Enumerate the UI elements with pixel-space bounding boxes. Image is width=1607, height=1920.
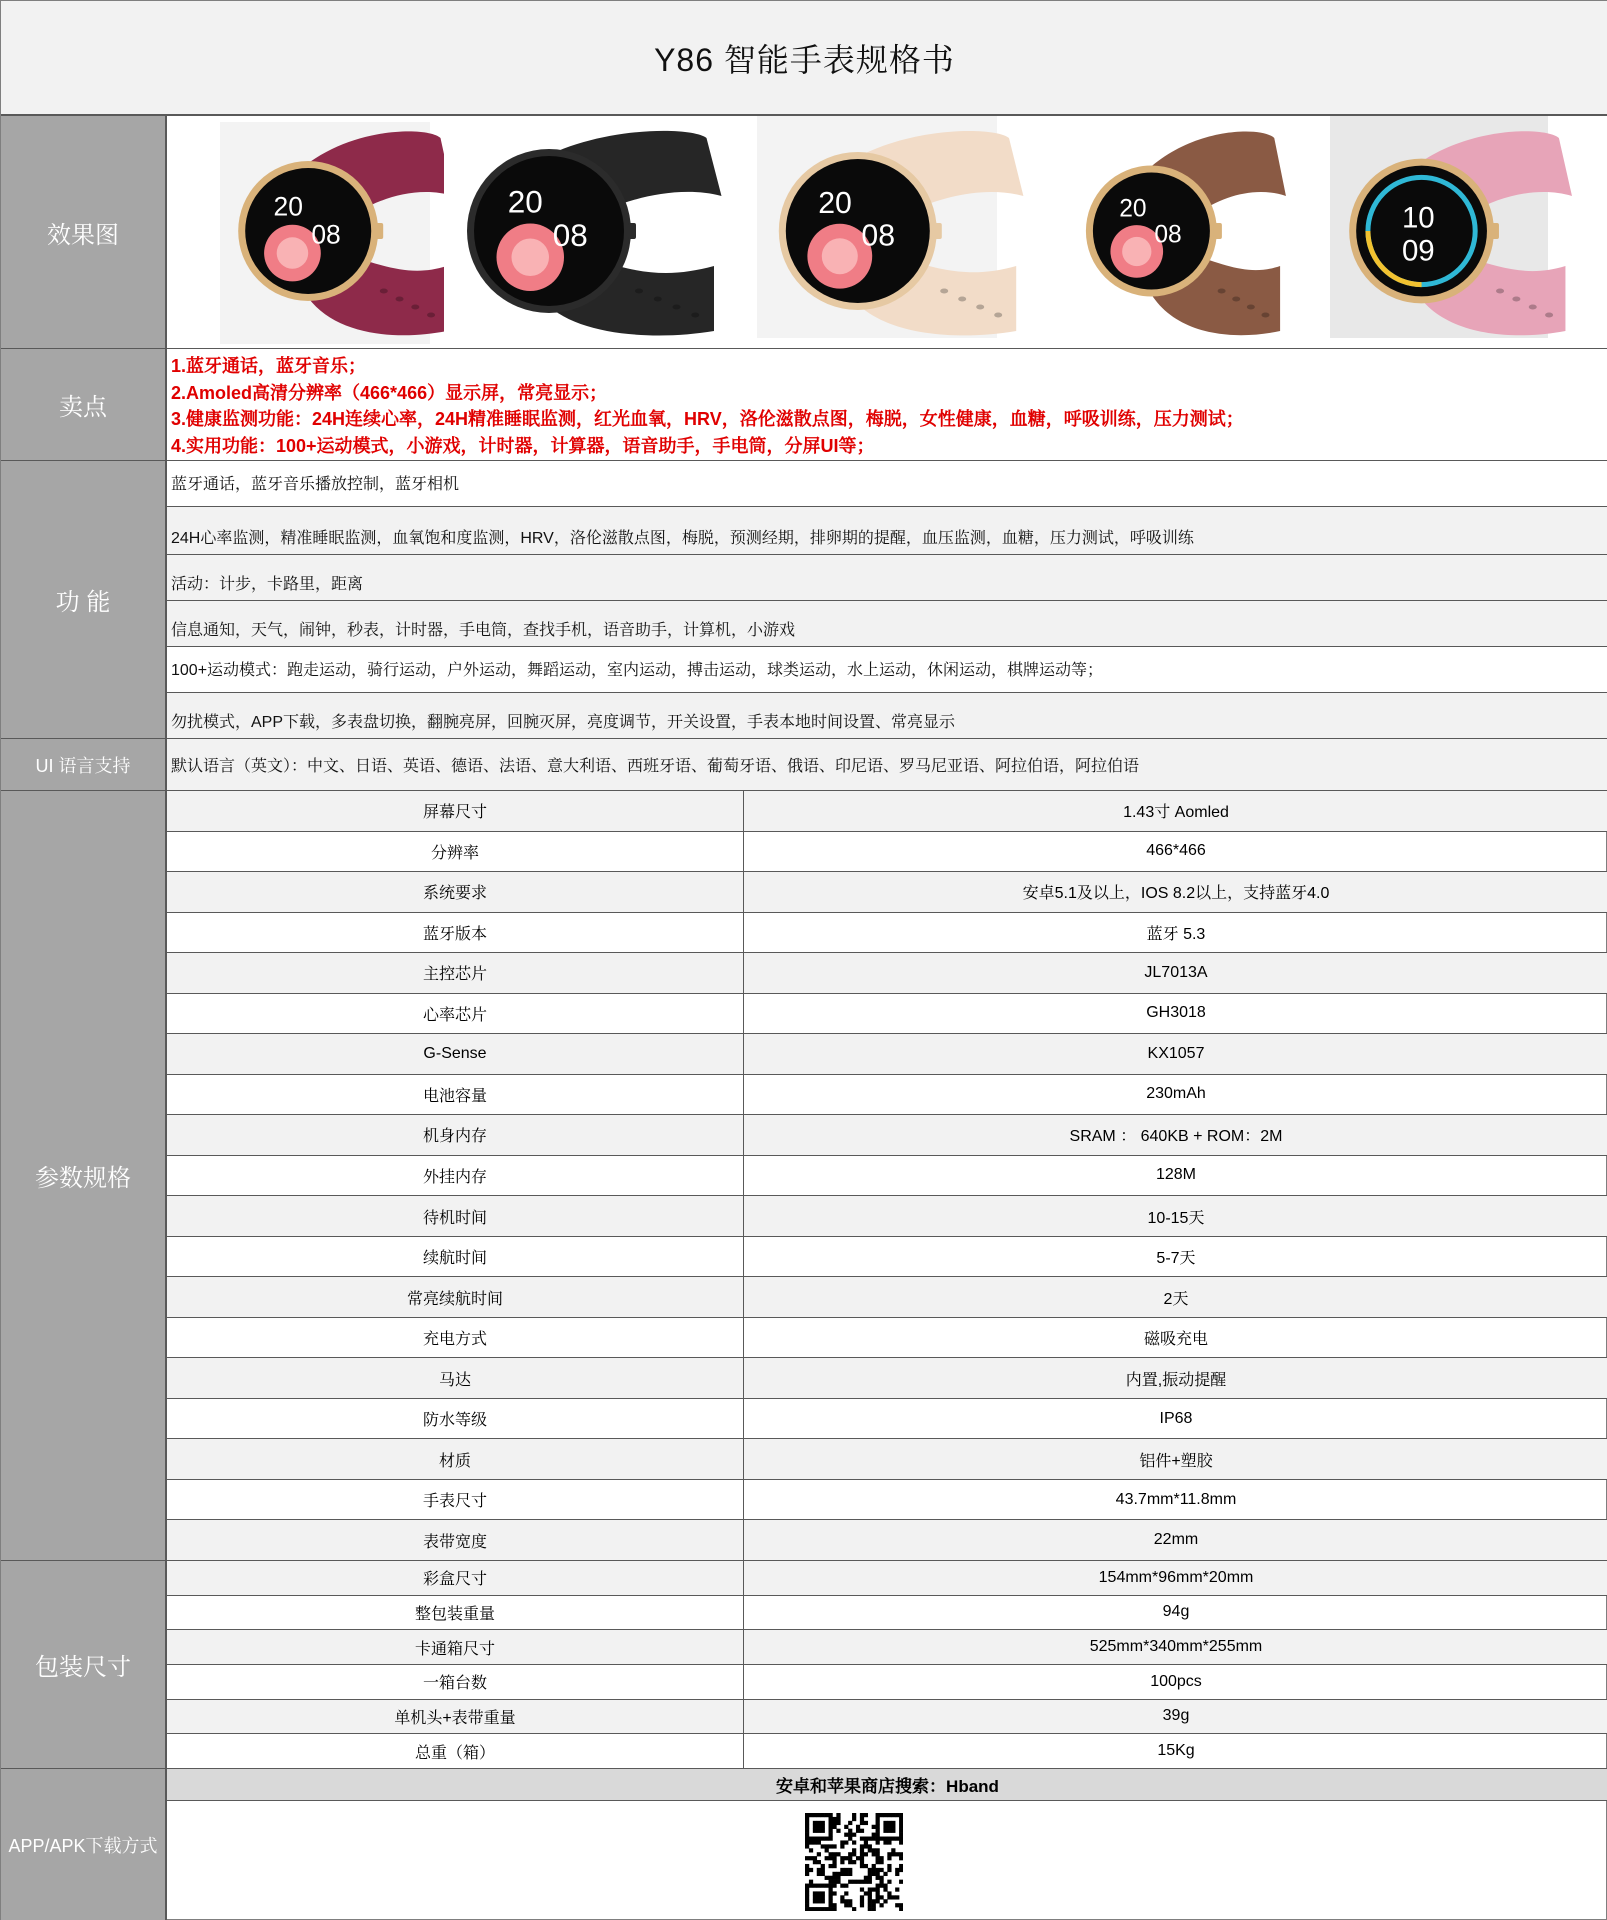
package-value: 154mm*96mm*20mm [1098,1568,1254,1586]
spec-row [167,1318,1607,1359]
spec-value: 蓝牙 5.3 [1146,925,1206,943]
selling-points [167,349,1607,461]
package-key: 单机头+表带重量 [167,1700,744,1734]
package-label: 包装尺寸 [1,1561,167,1769]
watch-hour-text: 20 [818,187,852,220]
ui-language-row [167,739,1607,791]
images-row [167,116,1607,349]
watch-image-wine-red [220,122,453,344]
function-text: 蓝牙通话，蓝牙音乐播放控制，蓝牙相机 [171,476,460,493]
page-title: Y86 智能手表规格书 [654,41,955,78]
selling-point: 4.实用功能：100+运动模式，小游戏，计时器，计算器，语音助手，手电筒，分屏UI等； [171,435,875,456]
selling-point: 2.Amoled高清分辨率（466*466）显示屏，常亮显示； [171,382,608,403]
spec-key: 屏幕尺寸 [167,791,744,831]
spec-value: 43.7mm*11.8mm [1115,1490,1237,1508]
function-row [167,461,1607,507]
spec-value: 128M [1155,1166,1197,1184]
spec-value: 466*466 [1146,842,1206,860]
package-key: 总重（箱） [167,1734,744,1768]
title-row [1,1,1607,116]
qr-area [167,1801,1607,1920]
spec-row [167,1156,1607,1197]
spec-key: 系统要求 [167,872,744,912]
package-value: 15Kg [1157,1742,1195,1760]
package-row [167,1630,1607,1665]
function-row [167,601,1607,647]
spec-value: KX1057 [1147,1044,1205,1062]
package-row [167,1596,1607,1631]
package-row [167,1734,1607,1769]
spec-key: 常亮续航时间 [167,1277,744,1317]
spec-row [167,872,1607,913]
spec-value: IP68 [1159,1409,1193,1427]
function-row [167,647,1607,693]
spec-row [167,1075,1607,1116]
watch-image-black [444,122,722,348]
selling-point: 3.健康监测功能：24H连续心率，24H精准睡眠监测，红光血氧，HRV，洛伦滋散点图，梅脱，女性健康，血糖，呼吸训练，压力测试； [171,409,1244,429]
specs-label: 参数规格 [1,791,167,1561]
spec-row [167,1358,1607,1399]
spec-key: 防水等级 [167,1399,744,1439]
spec-row [167,1399,1607,1440]
spec-value: 内置,振动提醒 [1125,1371,1227,1389]
spec-value: JL7013A [1144,963,1208,981]
package-row [167,1561,1607,1596]
spec-row [167,953,1607,994]
spec-row [167,1480,1607,1521]
spec-key: 外挂内存 [167,1156,744,1196]
spec-key: 手表尺寸 [167,1480,744,1520]
package-row [167,1665,1607,1700]
spec-row [167,994,1607,1035]
watch-minute-text: 08 [552,217,588,253]
spec-key: 机身内存 [167,1115,744,1155]
spec-key: 主控芯片 [167,953,744,993]
function-row [167,555,1607,601]
spec-row [167,1115,1607,1156]
spec-key: 表带宽度 [167,1520,744,1560]
ui-language-text: 默认语言（英文）：中文、日语、英语、德语、法语、意大利语、西班牙语、葡萄牙语、俄语、印尼语、罗马尼亚语、阿拉伯语，阿拉伯语 [171,758,1140,775]
spec-row [167,1520,1607,1561]
qr-code-icon [805,1813,903,1911]
spec-row [167,1237,1607,1278]
spec-key: 材质 [167,1439,744,1479]
watch-image-brown [1070,116,1286,341]
watch-hour-text: 10 [1401,201,1435,235]
spec-value: 10-15天 [1147,1209,1205,1227]
package-key: 整包装重量 [167,1596,744,1630]
spec-value: 安卓5.1及以上，IOS 8.2以上，支持蓝牙4.0 [1022,885,1330,903]
spec-key: 电池容量 [167,1075,744,1115]
watch-minute-text: 08 [1154,221,1182,249]
spec-row [167,913,1607,954]
function-text: 勿扰模式，APP下载，多表盘切换，翻腕亮屏，回腕灭屏，亮度调节，开关设置，手表本地时间设置、常亮显示 [171,714,956,731]
spec-value: SRAM ： 640KB + ROM：2M [1069,1128,1283,1146]
app-search-row [167,1769,1607,1801]
spec-key: 分辨率 [167,832,744,872]
spec-key: 马达 [167,1358,744,1398]
spec-key: G-Sense [167,1034,744,1074]
spec-value: 磁吸充电 [1143,1331,1208,1349]
spec-value: 22mm [1153,1531,1199,1549]
package-key: 彩盒尺寸 [167,1561,744,1595]
package-row [167,1700,1607,1735]
spec-row [167,1034,1607,1075]
spec-value: 1.43寸 Aomled [1123,804,1229,822]
package-key: 卡通箱尺寸 [167,1630,744,1664]
ui-language-label: UI 语言支持 [1,739,167,791]
function-row [167,507,1607,555]
spec-value: 2天 [1163,1290,1189,1308]
function-text: 24H心率监测，精准睡眠监测，血氧饱和度监测，HRV，洛伦滋散点图，梅脱，预测经期，排卵期的提醒，血压监测，血糖，压力测试，呼吸训练 [171,530,1194,547]
watch-minute-text: 08 [861,219,896,253]
spec-value: GH3018 [1146,1004,1206,1022]
spec-key: 充电方式 [167,1318,744,1358]
watch-minute-text: 08 [311,219,341,250]
function-text: 100+运动模式：跑走运动，骑行运动，户外运动，舞蹈运动，室内运动，搏击运动，球类运动，水上运动，休闲运动，棋牌运动等； [171,662,1104,679]
spec-row [167,1196,1607,1237]
function-row [167,693,1607,739]
spec-key: 蓝牙版本 [167,913,744,953]
package-value: 94g [1162,1603,1190,1621]
spec-row [167,832,1607,873]
package-key: 一箱台数 [167,1665,744,1699]
selling-point: 1.蓝牙通话，蓝牙音乐； [171,356,367,376]
watch-hour-text: 20 [507,183,543,220]
spec-key: 心率芯片 [167,994,744,1034]
spec-row [167,1277,1607,1318]
app-label: APP/APK下载方式 [1,1769,167,1920]
package-value: 525mm*340mm*255mm [1089,1638,1263,1656]
images-label: 效果图 [1,116,167,349]
product-images [167,116,1607,349]
app-search-text: 安卓和苹果商店搜索：Hband [776,1777,999,1796]
spec-row [167,791,1607,832]
spec-key: 待机时间 [167,1196,744,1236]
spec-key: 续航时间 [167,1237,744,1277]
watch-image-pink [1330,116,1572,338]
package-value: 39g [1162,1707,1190,1725]
spec-value: 5-7天 [1156,1250,1196,1268]
selling-label: 卖点 [1,349,167,461]
functions-label: 功 能 [1,461,167,739]
function-text: 信息通知，天气，闹钟，秒表，计时器，手电筒，查找手机，语音助手，计算机，小游戏 [171,622,796,639]
spec-value: 铝件+塑胶 [1139,1452,1213,1470]
watch-hour-text: 20 [273,191,303,222]
watch-hour-text: 20 [1119,195,1147,223]
watch-image-cream [757,116,1023,338]
spec-value: 230mAh [1146,1085,1206,1103]
function-text: 活动：计步，卡路里，距离 [171,576,364,593]
watch-minute-text: 09 [1401,234,1435,268]
package-value: 100pcs [1150,1672,1202,1690]
spec-row [167,1439,1607,1480]
